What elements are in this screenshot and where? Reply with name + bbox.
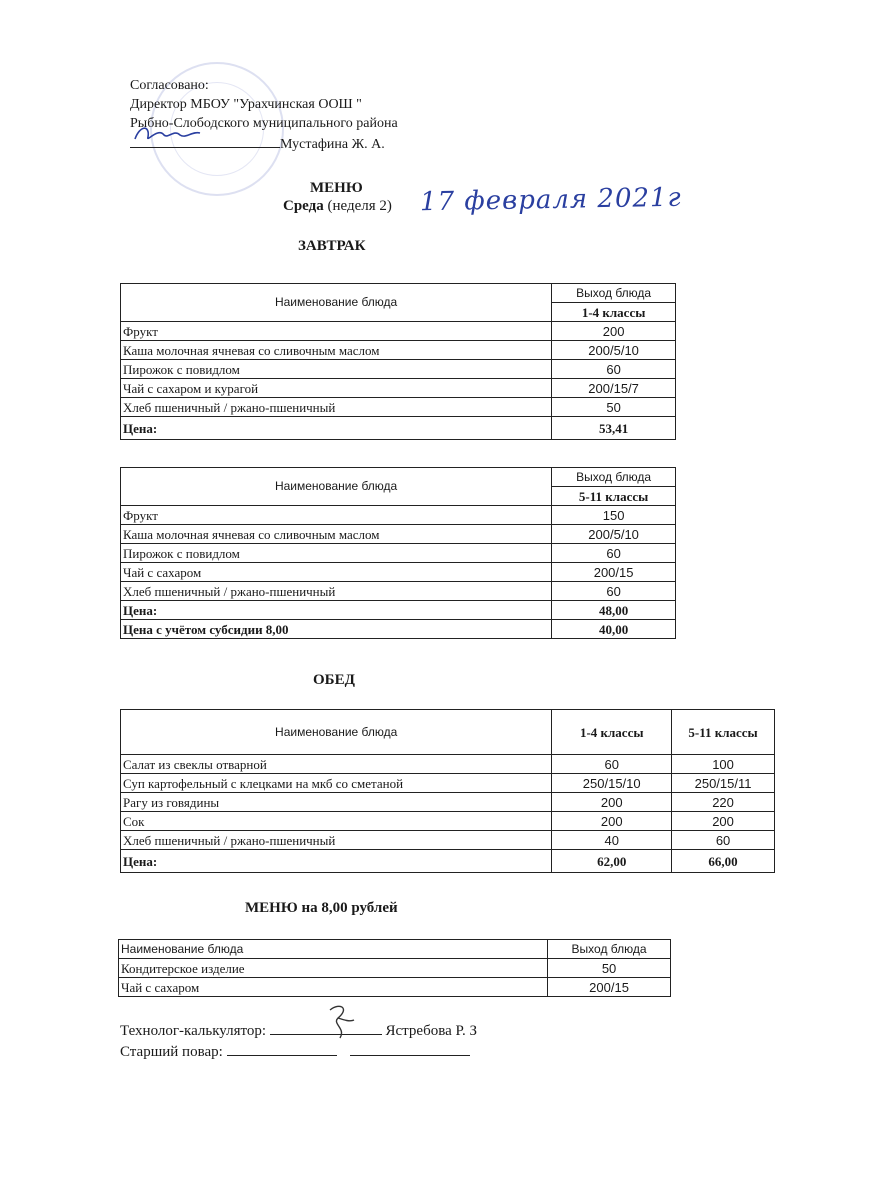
dish-output: 60 <box>552 544 676 563</box>
day-line <box>283 198 392 215</box>
dish-name: Чай с сахаром <box>119 978 548 997</box>
dish-output-5-11: 220 <box>672 793 775 812</box>
price-label: Цена: <box>121 850 552 873</box>
table-row <box>119 978 671 997</box>
dish-name: Фрукт <box>121 322 552 341</box>
technologist-signature <box>270 1020 382 1035</box>
signature-scribble <box>130 123 280 145</box>
dish-output: 200/15/7 <box>552 379 676 398</box>
dish-output-1-4: 60 <box>552 755 672 774</box>
table-row <box>121 774 775 793</box>
subsidy-value: 40,00 <box>552 620 676 639</box>
grade-header: 1-4 классы <box>552 303 676 322</box>
table-row <box>121 755 775 774</box>
col-header-grade-5-11: 5-11 классы <box>672 710 775 755</box>
table-row <box>121 360 676 379</box>
dish-output: 150 <box>552 506 676 525</box>
dish-output-1-4: 200 <box>552 793 672 812</box>
table-row <box>121 322 676 341</box>
dish-name: Кондитерское изделие <box>119 959 548 978</box>
dish-output-5-11: 250/15/11 <box>672 774 775 793</box>
dish-name: Хлеб пшеничный / ржано-пшеничный <box>121 831 552 850</box>
dish-output-1-4: 250/15/10 <box>552 774 672 793</box>
table-row <box>121 793 775 812</box>
dish-name: Пирожок с повидлом <box>121 360 552 379</box>
dish-output: 200/15 <box>548 978 671 997</box>
dish-name: Пирожок с повидлом <box>121 544 552 563</box>
dish-name: Суп картофельный с клецками на мкб со сметаной <box>121 774 552 793</box>
price-value-5-11: 66,00 <box>672 850 775 873</box>
approval-label: Согласовано: <box>130 78 209 93</box>
dish-output-1-4: 40 <box>552 831 672 850</box>
price-value-1-4: 62,00 <box>552 850 672 873</box>
price-label: Цена: <box>121 601 552 620</box>
dish-output-1-4: 200 <box>552 812 672 831</box>
director-signature <box>130 133 280 148</box>
breakfast-table-5-11 <box>120 467 676 639</box>
price-label: Цена: <box>121 417 552 440</box>
dish-output-5-11: 200 <box>672 812 775 831</box>
subsidy-row <box>121 620 676 639</box>
lunch-table <box>120 709 775 873</box>
dish-name: Хлеб пшеничный / ржано-пшеничный <box>121 398 552 417</box>
dish-name: Сок <box>121 812 552 831</box>
table-row <box>121 506 676 525</box>
price-row <box>121 417 676 440</box>
handwritten-date: 17 февраля 2021г <box>419 182 682 218</box>
col-header-name: Наименование блюда <box>121 710 552 755</box>
dish-name: Чай с сахаром <box>121 563 552 582</box>
table-row <box>119 959 671 978</box>
col-header-grade-1-4: 1-4 классы <box>552 710 672 755</box>
table-row <box>121 379 676 398</box>
dish-output: 200/5/10 <box>552 525 676 544</box>
menu8-title: МЕНЮ на 8,00 рублей <box>245 900 398 916</box>
technologist-label: Технолог-калькулятор: <box>120 1023 267 1039</box>
col-header-output: Выход блюда <box>548 940 671 959</box>
cook-name-line <box>350 1041 470 1056</box>
table-row <box>121 341 676 360</box>
approval-block <box>130 76 398 154</box>
table-row <box>121 582 676 601</box>
lunch-title: ОБЕД <box>313 672 355 688</box>
signature-scribble <box>310 1002 370 1042</box>
table-row <box>121 812 775 831</box>
table-row <box>121 544 676 563</box>
technologist-name: Ястребова Р. З <box>385 1023 477 1039</box>
table-row <box>121 398 676 417</box>
dish-output: 200 <box>552 322 676 341</box>
director-title: Директор МБОУ "Урахчинская ООШ " <box>130 97 362 112</box>
week-number: (неделя 2) <box>327 198 392 214</box>
dish-output: 200/15 <box>552 563 676 582</box>
menu-title: МЕНЮ <box>310 180 363 196</box>
dish-name: Хлеб пшеничный / ржано-пшеничный <box>121 582 552 601</box>
table-row <box>121 831 775 850</box>
cook-label: Старший повар: <box>120 1044 223 1060</box>
subsidy-label: Цена с учётом субсидии 8,00 <box>121 620 552 639</box>
price-row <box>121 850 775 873</box>
breakfast-title: ЗАВТРАК <box>298 238 366 254</box>
col-header-output: Выход блюда <box>552 284 676 303</box>
price-value: 48,00 <box>552 601 676 620</box>
dish-output-5-11: 60 <box>672 831 775 850</box>
table-row <box>121 563 676 582</box>
district-name: Рыбно-Слободского муниципального района <box>130 116 398 131</box>
menu8-table <box>118 939 671 997</box>
dish-output: 60 <box>552 582 676 601</box>
dish-name: Чай с сахаром и курагой <box>121 379 552 398</box>
dish-output-5-11: 100 <box>672 755 775 774</box>
dish-output: 50 <box>552 398 676 417</box>
dish-name: Фрукт <box>121 506 552 525</box>
cook-signature-line <box>227 1041 337 1056</box>
dish-name: Каша молочная ячневая со сливочным маслом <box>121 341 552 360</box>
col-header-name: Наименование блюда <box>121 284 552 322</box>
price-row <box>121 601 676 620</box>
dish-name: Салат из свеклы отварной <box>121 755 552 774</box>
col-header-output: Выход блюда <box>552 468 676 487</box>
col-header-name: Наименование блюда <box>119 940 548 959</box>
day-name: Среда <box>283 198 324 214</box>
dish-output: 200/5/10 <box>552 341 676 360</box>
dish-output: 60 <box>552 360 676 379</box>
grade-header: 5-11 классы <box>552 487 676 506</box>
dish-name: Каша молочная ячневая со сливочным маслом <box>121 525 552 544</box>
table-row <box>121 525 676 544</box>
dish-name: Рагу из говядины <box>121 793 552 812</box>
price-value: 53,41 <box>552 417 676 440</box>
col-header-name: Наименование блюда <box>121 468 552 506</box>
director-name: Мустафина Ж. А. <box>280 137 385 152</box>
breakfast-table-1-4 <box>120 283 676 440</box>
dish-output: 50 <box>548 959 671 978</box>
footer-signatures <box>120 1020 477 1062</box>
